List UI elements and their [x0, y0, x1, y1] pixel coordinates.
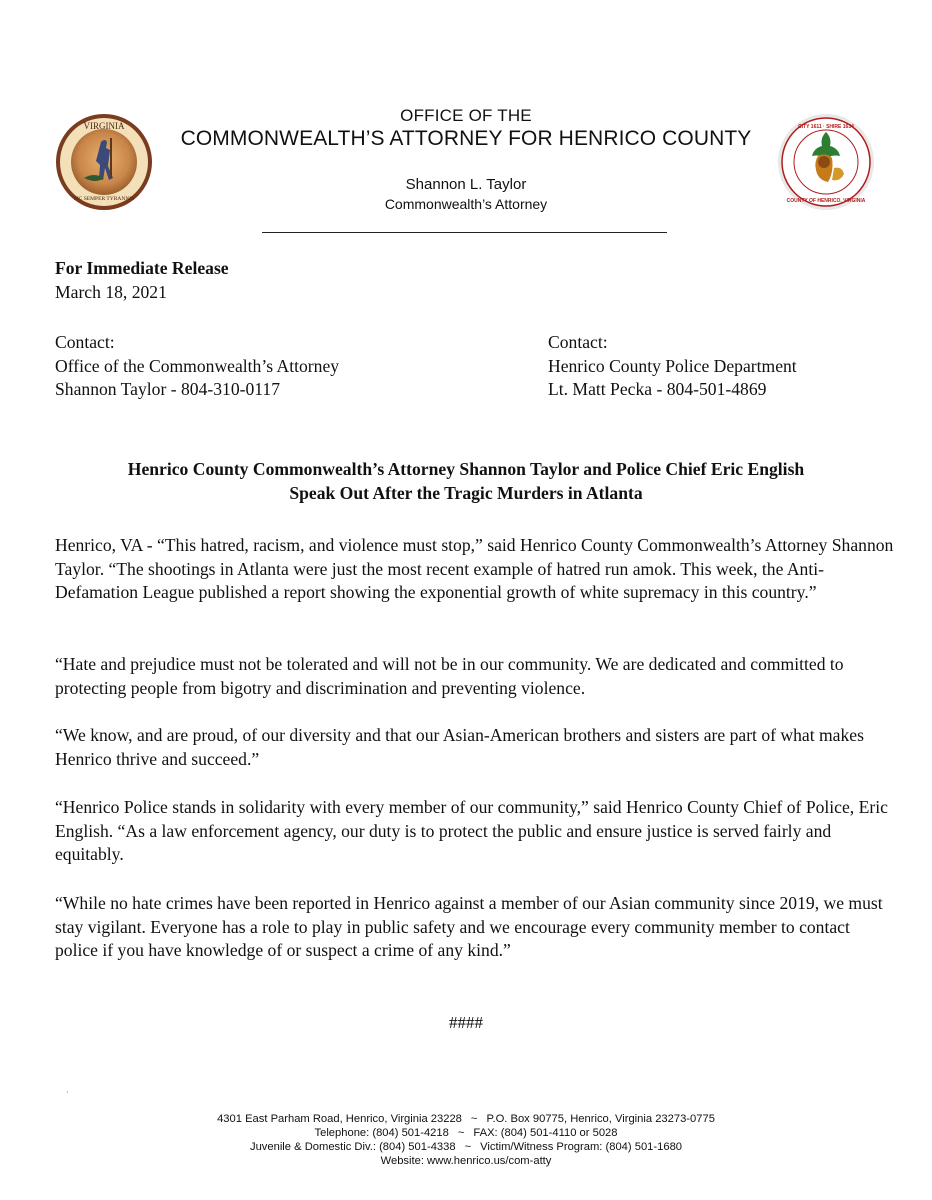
footer-juvenile-domestic: Juvenile & Domestic Div.: (804) 501-4338: [249, 1141, 456, 1153]
attorney-name: Shannon L. Taylor: [405, 176, 527, 193]
footer-separator: ~: [464, 1141, 472, 1153]
contact-organization: Henrico County Police Department: [548, 355, 797, 376]
release-label: For Immediate Release: [55, 258, 229, 278]
release-date: March 18, 2021: [55, 281, 167, 302]
footer-phone-line: [160, 1126, 772, 1140]
body-paragraph: “Henrico Police stands in solidarity with every member of our community,” said Henrico County Chief of Police, Eric English. “As a law enforcement agency, our duty is to protect the public and ensure justice is served fairly and equitably.: [55, 797, 888, 864]
footer-victim-witness: Victim/Witness Program: (804) 501-1680: [480, 1141, 683, 1153]
footer-website: Website: www.henrico.us/com-atty: [380, 1155, 552, 1167]
svg-text:COUNTY OF HENRICO, VIRGINIA: COUNTY OF HENRICO, VIRGINIA: [786, 198, 866, 204]
footer-address-line: [160, 1112, 772, 1126]
svg-text:SIC SEMPER TYRANNIS: SIC SEMPER TYRANNIS: [73, 196, 135, 202]
contact-label: Contact:: [55, 332, 115, 352]
contact-label: Contact:: [548, 332, 608, 352]
svg-text:VIRGINIA: VIRGINIA: [83, 121, 125, 131]
release-block: [55, 257, 229, 304]
footer: [160, 1112, 772, 1168]
body-paragraph: “We know, and are proud, of our diversity and that our Asian-American brothers and sisters are part of what makes Henrico thrive and succeed.”: [55, 725, 864, 769]
headline-line1: Henrico County Commonwealth’s Attorney Shannon Taylor and Police Chief Eric English: [127, 459, 805, 479]
letterhead: [160, 106, 772, 213]
contact-commonwealth-attorney: [55, 331, 339, 402]
attorney-title: Commonwealth’s Attorney: [384, 196, 548, 212]
stray-mark: ·: [66, 1088, 69, 1097]
footer-po-box: P.O. Box 90775, Henrico, Virginia 23273-0775: [486, 1113, 715, 1125]
contact-organization: Office of the Commonwealth’s Attorney: [55, 355, 340, 376]
office-title-line2: COMMONWEALTH’S ATTORNEY FOR HENRICO COUNTY: [180, 127, 752, 150]
body-paragraph: “While no hate crimes have been reported in Henrico against a member of our Asian community since 2019, we must stay vigilant. Everyone has a role to play in public safety and we encourage every community member to contact police if you have knowledge of or suspect a crime of any kind.”: [55, 893, 883, 960]
footer-separator: ~: [457, 1127, 465, 1139]
footer-street-address: 4301 East Parham Road, Henrico, Virginia 23228: [217, 1113, 462, 1125]
virginia-seal-logo: [54, 112, 154, 212]
contact-police-department: [548, 331, 797, 402]
headline-line2: Speak Out After the Tragic Murders in Atlanta: [289, 482, 643, 503]
body-paragraph: Henrico, VA - “This hatred, racism, and violence must stop,” said Henrico County Commonwealth’s Attorney Shannon Taylor. “The shootings in Atlanta were just the most recent example of hatred run amok. This week, the Anti-Defamation League published a report showing the exponential growth of white supremacy in this country.”: [55, 535, 894, 602]
footer-fax: FAX: (804) 501-4110 or 5028: [473, 1127, 618, 1139]
footer-division-line: [160, 1140, 772, 1154]
svg-text:CITY 1611 · SHIRE 1634: CITY 1611 · SHIRE 1634: [798, 124, 854, 130]
body-paragraph: “Hate and prejudice must not be tolerated and will not be in our community. We are dedicated and committed to protecting people from bigotry and discrimination and preventing violence.: [55, 654, 844, 698]
headline: [40, 458, 892, 505]
office-title-line1: OFFICE OF THE: [400, 106, 532, 125]
contact-person: Shannon Taylor - 804-310-0117: [55, 379, 281, 399]
header-divider: [262, 232, 667, 233]
henrico-county-seal-logo: [776, 112, 876, 212]
end-mark: ####: [449, 1013, 483, 1032]
footer-telephone: Telephone: (804) 501-4218: [314, 1127, 449, 1139]
contact-person: Lt. Matt Pecka - 804-501-4869: [548, 379, 767, 399]
footer-separator: ~: [470, 1113, 478, 1125]
